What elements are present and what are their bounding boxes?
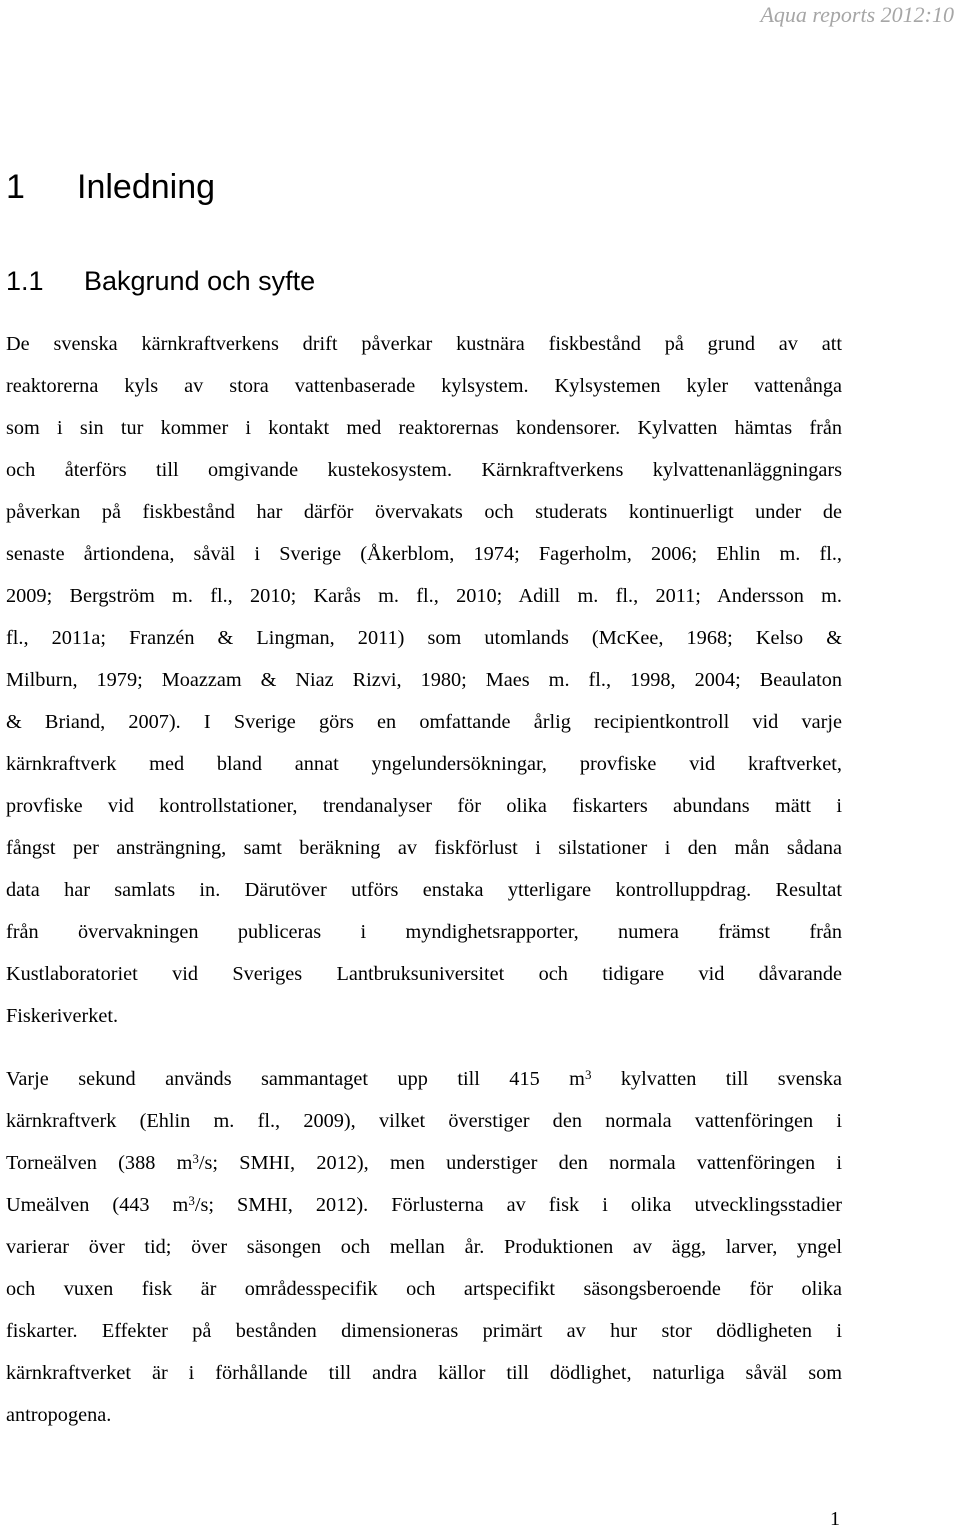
text-line [6, 1142, 842, 1184]
chapter-number: 1 [6, 168, 25, 206]
text-line: från övervakningen publiceras i myndighetsrapporter, numera främst från [6, 921, 842, 943]
text-fragment: kylvatten till svenska [591, 1068, 842, 1090]
text-line: kärnkraftverk med bland annat yngelundersökningar, provfiske vid kraftverket, [6, 753, 842, 775]
section-heading [6, 266, 315, 297]
page-number: 1 [830, 1508, 840, 1530]
text-line: och återförs till omgivande kustekosystem. Kärnkraftverkens kylvattenanläggningars [6, 459, 842, 481]
text-line: De svenska kärnkraftverkens drift påverkar kustnära fiskbestånd på grund av att [6, 333, 842, 355]
text-line: provfiske vid kontrollstationer, trendanalyser för olika fiskarters abundans mätt i [6, 795, 842, 817]
text-line: kärnkraftverk (Ehlin m. fl., 2009), vilket överstiger den normala vattenföringen i [6, 1110, 842, 1132]
text-line: varierar över tid; över säsongen och mellan år. Produktionen av ägg, larver, yngel [6, 1236, 842, 1258]
text-line: Fiskeriverket. [6, 1005, 119, 1027]
section-number: 1.1 [6, 266, 44, 296]
text-line: som i sin tur kommer i kontakt med reaktorernas kondensorer. Kylvatten hämtas från [6, 417, 842, 439]
text-fragment: Varje sekund används sammantaget upp till 415 m [6, 1068, 585, 1090]
text-line: och vuxen fisk är områdesspecifik och artspecifikt säsongsberoende för olika [6, 1278, 842, 1300]
text-line: antropogena. [6, 1404, 112, 1426]
text-line: data har samlats in. Därutöver utförs enstaka ytterligare kontrolluppdrag. Resultat [6, 879, 842, 901]
superscript: 3 [584, 1067, 592, 1082]
text-line [6, 1184, 842, 1226]
text-line [6, 1058, 842, 1100]
text-line: kärnkraftverket är i förhållande till andra källor till dödlighet, naturliga såväl som [6, 1362, 842, 1384]
text-line: Kustlaboratoriet vid Sveriges Lantbruksuniversitet och tidigare vid dåvarande [6, 963, 842, 985]
text-fragment: Torneälven (388 m [6, 1152, 193, 1174]
text-line: påverkan på fiskbestånd har därför övervakats och studerats kontinuerligt under de [6, 501, 842, 523]
chapter-heading [6, 168, 215, 207]
paragraph-background [6, 323, 842, 1037]
text-line: & Briand, 2007). I Sverige görs en omfattande årlig recipientkontroll vid varje [6, 711, 842, 733]
superscript: 3 [192, 1151, 199, 1166]
text-line: 2009; Bergström m. fl., 2010; Karås m. fl., 2010; Adill m. fl., 2011; Andersson m. [6, 585, 842, 607]
text-fragment: /s; SMHI, 2012). Förlusterna av fisk i olika utvecklingsstadier [194, 1194, 843, 1216]
text-line: fiskarter. Effekter på bestånden dimensioneras primärt av hur stor dödligheten i [6, 1320, 842, 1342]
text-fragment: /s; SMHI, 2012), men understiger den normala vattenföringen i [198, 1152, 842, 1174]
running-header: Aqua reports 2012:10 [760, 2, 954, 27]
superscript: 3 [188, 1193, 195, 1208]
text-line: fl., 2011a; Franzén & Lingman, 2011) som utomlands (McKee, 1968; Kelso & [6, 627, 842, 649]
section-title: Bakgrund och syfte [84, 266, 316, 296]
text-line: fångst per ansträngning, samt beräkning av fiskförlust i silstationer i den mån sådana [6, 837, 842, 859]
text-fragment: Umeälven (443 m [6, 1194, 189, 1216]
text-line: Milburn, 1979; Moazzam & Niaz Rizvi, 1980; Maes m. fl., 1998, 2004; Beaulaton [6, 669, 842, 691]
paragraph-cooling-water [6, 1058, 842, 1436]
text-line: reaktorerna kyls av stora vattenbaserade kylsystem. Kylsystemen kyler vattenånga [6, 375, 842, 397]
chapter-title: Inledning [77, 168, 216, 206]
text-line: senaste årtiondena, såväl i Sverige (Åkerblom, 1974; Fagerholm, 2006; Ehlin m. fl., [6, 543, 842, 565]
